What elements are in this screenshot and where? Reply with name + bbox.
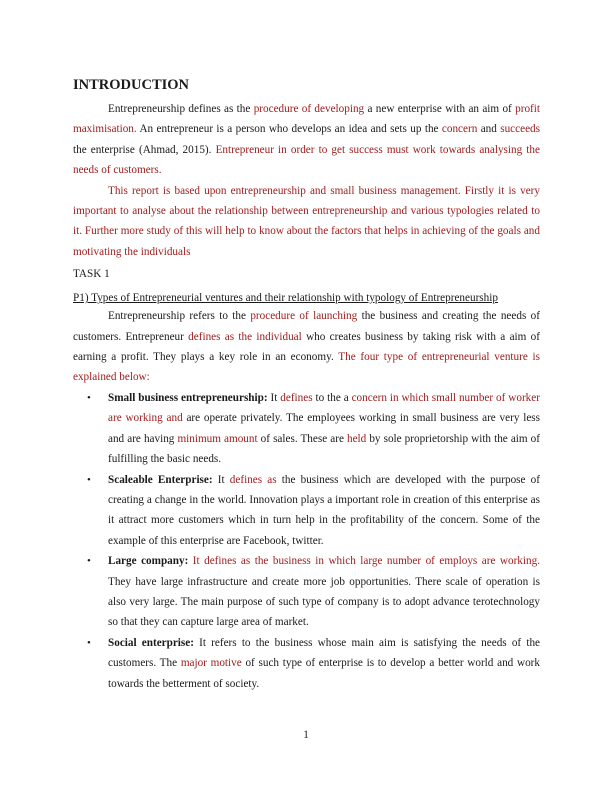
text-run: Entrepreneurship refers to the — [108, 310, 251, 323]
text-run: and — [477, 123, 501, 136]
venture-list — [73, 388, 540, 694]
intro-paragraph-2 — [73, 181, 540, 263]
highlighted-text: defines as the individual — [188, 330, 302, 343]
text-run: Entrepreneurship defines as the — [108, 103, 254, 115]
highlighted-text: profit maximisation. — [73, 103, 540, 136]
list-item-heading: Social enterprise: — [108, 636, 194, 649]
text-run: of sales. These are — [257, 432, 347, 445]
list-item-heading: Scaleable Enterprise: — [108, 473, 213, 486]
text-run: by sole proprietorship with the aim of fulfilling the basic needs. — [108, 432, 540, 466]
bullet-icon: • — [87, 473, 91, 486]
highlighted-text: concern — [441, 123, 478, 136]
text-run: who creates business by taking risk with a aim of earning a profit. They plays a key role in an economy. — [73, 330, 540, 364]
highlighted-text: It defines as the business in which large number of employs are working. — [188, 555, 540, 568]
page-content — [73, 76, 540, 694]
text-run: An entrepreneur is a person who develops an idea and sets up the — [136, 123, 442, 136]
text-run: of such type of enterprise is to develop a better world and work towards the betterment of society. — [108, 657, 540, 690]
list-item-heading: Small business entrepreneurship: — [108, 391, 268, 404]
text-run: It — [212, 473, 230, 486]
highlighted-text: succeeds — [500, 123, 540, 136]
highlighted-text: This report is based upon entrepreneurship and small business management. Firstly it is very important to analyse about the relationship between entrepreneurship and various typologies related to it. Further more study of this will help to know about the factors that helps in achieving of the goals and motivating the individuals — [73, 184, 540, 258]
highlighted-text: held — [347, 432, 367, 445]
highlighted-text: procedure of developing — [253, 103, 365, 115]
text-run: are operate privately. The employees working in small business are very less and are having — [108, 412, 540, 445]
task-label: TASK 1 — [73, 268, 110, 281]
highlighted-text: Entrepreneur in order to get success must work towards analysing the needs of customers. — [73, 143, 540, 177]
bullet-icon: • — [87, 555, 91, 568]
highlighted-text: defines as — [229, 473, 277, 486]
highlighted-text: minimum amount — [177, 432, 258, 445]
text-run: the enterprise (Ahmad, 2015). — [73, 143, 216, 156]
highlighted-text: defines — [280, 391, 313, 404]
p1-heading: P1) Types of Entrepreneurial ventures and their relationship with typology of Entrepreneurship — [73, 292, 498, 305]
list-item-heading: Large company: — [108, 555, 189, 568]
text-run: to the a — [312, 391, 352, 404]
body-paragraph — [73, 306, 540, 388]
bullet-icon: • — [87, 391, 91, 404]
list-item — [73, 470, 540, 552]
highlighted-text: procedure of launching — [250, 310, 358, 323]
list-item — [73, 388, 540, 470]
list-item — [73, 551, 540, 633]
list-item — [73, 633, 540, 694]
highlighted-text: major motive — [180, 657, 242, 670]
text-run: the business which are developed with the purpose of creating a change in the world. Innovation plays a important role in creation of this enterprise as it attract more customers which in turn help in the profitability of the concern. Some of the example of this enterprise are Facebook, twitter. — [108, 473, 540, 547]
highlighted-text: concern in which small number of worker are working and — [108, 391, 540, 425]
text-run: It — [267, 391, 281, 404]
bullet-icon: • — [87, 636, 91, 649]
highlighted-text: The four type of entrepreneurial venture is explained below: — [73, 351, 541, 384]
text-run: the business and creating the needs of customers. Entrepreneur — [73, 310, 540, 343]
intro-paragraph-1 — [73, 99, 540, 181]
text-run: They have large infrastructure and create more job opportunities. There scale of operation is also very large. The main purpose of such type of company is to adopt advance terotechnology so that they can capture large area of market. — [108, 575, 540, 629]
page-number: 1 — [303, 729, 309, 741]
introduction-heading: INTRODUCTION — [73, 77, 190, 93]
text-run: a new enterprise with an aim of — [364, 103, 516, 115]
text-run: It refers to the business whose main aim is satisfying the needs of the customers. The — [108, 636, 540, 670]
